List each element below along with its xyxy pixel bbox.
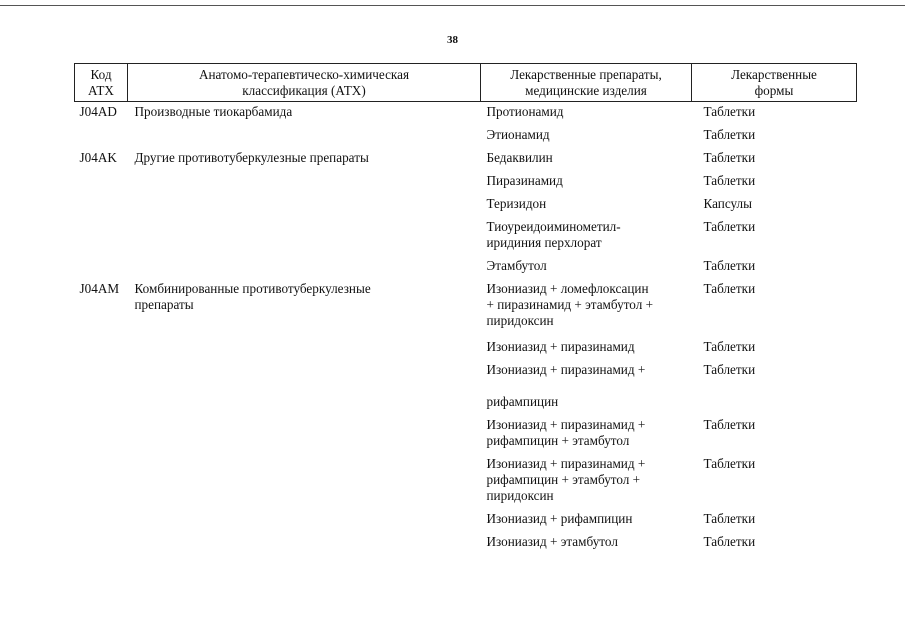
cell-drug [481, 256, 692, 279]
table-row [75, 171, 857, 194]
cell-drug-text: Бедаквилин [486, 150, 553, 165]
cell-form-text: Таблетки [703, 150, 756, 165]
cell-classification [128, 148, 481, 171]
cell-drug-text: Пиразинамид [486, 173, 563, 188]
table-row [75, 337, 857, 360]
cell-classification [128, 256, 481, 279]
cell-drug-text: Изониазид + этамбутол [486, 534, 618, 549]
cell-drug-text: Теризидон [486, 196, 547, 211]
table-row [75, 454, 857, 509]
header-code [75, 64, 128, 102]
cell-form [692, 194, 857, 217]
cell-classification [128, 532, 481, 555]
cell-code [75, 454, 128, 509]
cell-form-text: Таблетки [703, 173, 756, 188]
cell-form-text: Таблетки [703, 362, 756, 377]
cell-drug [481, 532, 692, 555]
cell-code [75, 509, 128, 532]
cell-form-text: Таблетки [703, 104, 756, 119]
cell-code [75, 148, 128, 171]
cell-form [692, 171, 857, 194]
cell-drug [481, 148, 692, 171]
cell-code [75, 125, 128, 148]
cell-code-text: J04AK [79, 150, 117, 165]
cell-code-text: J04AD [79, 104, 117, 119]
cell-classification [128, 217, 481, 256]
cell-form-text: Таблетки [703, 417, 756, 432]
cell-classification [128, 415, 481, 454]
cell-drug-text: Протионамид [486, 104, 564, 119]
cell-drug [481, 171, 692, 194]
cell-classification [128, 125, 481, 148]
header-code-text: Код АТХ [88, 66, 114, 98]
cell-classification [128, 360, 481, 415]
table-row [75, 279, 857, 337]
table-header [75, 64, 857, 102]
cell-code [75, 337, 128, 360]
header-drugs [481, 64, 692, 102]
cell-code [75, 279, 128, 337]
cell-code-text: J04AM [79, 281, 120, 296]
cell-drug-text: Изониазид + пиразинамид + рифампицин + этамбутол + пиридоксин [486, 456, 646, 503]
cell-code [75, 532, 128, 555]
table-row [75, 102, 857, 126]
table-body [75, 102, 857, 556]
cell-drug [481, 194, 692, 217]
cell-classification [128, 454, 481, 509]
cell-code [75, 102, 128, 126]
cell-form [692, 337, 857, 360]
header-drugs-text: Лекарственные препараты, медицинские изделия [510, 66, 662, 98]
cell-drug-text: Этионамид [486, 127, 550, 142]
cell-form-text: Капсулы [703, 196, 752, 211]
cell-form [692, 125, 857, 148]
cell-form-text: Таблетки [703, 281, 756, 296]
table-row [75, 256, 857, 279]
cell-code [75, 171, 128, 194]
cell-form [692, 256, 857, 279]
cell-drug [481, 217, 692, 256]
cell-form [692, 279, 857, 337]
cell-drug-text: Изониазид + пиразинамид + рифампицин + этамбутол [486, 417, 646, 448]
cell-classification [128, 171, 481, 194]
cell-classification [128, 337, 481, 360]
table-row [75, 125, 857, 148]
cell-form [692, 509, 857, 532]
cell-classification-text: Производные тиокарбамида [134, 104, 293, 119]
cell-drug [481, 360, 692, 415]
table-row [75, 360, 857, 415]
header-forms [692, 64, 857, 102]
cell-form-text: Таблетки [703, 219, 756, 234]
cell-drug-text: Изониазид + рифампицин [486, 511, 633, 526]
table-row [75, 148, 857, 171]
cell-classification-text: Комбинированные противотуберкулезные препараты [134, 281, 371, 312]
cell-form [692, 102, 857, 126]
cell-classification [128, 509, 481, 532]
cell-code [75, 217, 128, 256]
cell-classification [128, 102, 481, 126]
cell-code [75, 256, 128, 279]
cell-code [75, 360, 128, 415]
cell-drug-text: Изониазид + пиразинамид [486, 339, 635, 354]
cell-form-text: Таблетки [703, 534, 756, 549]
cell-drug-text: Тиоуреидоиминометил- иридиния перхлорат [486, 219, 621, 250]
cell-code [75, 194, 128, 217]
cell-form-text: Таблетки [703, 258, 756, 273]
cell-classification-text: Другие противотуберкулезные препараты [134, 150, 369, 165]
cell-drug-text: Изониазид + пиразинамид + рифампицин [486, 362, 646, 409]
cell-drug [481, 125, 692, 148]
page-number: 38 [447, 34, 458, 46]
cell-drug [481, 509, 692, 532]
cell-drug-text: Этамбутол [486, 258, 547, 273]
atc-drug-table [74, 63, 857, 555]
table-row [75, 532, 857, 555]
cell-form [692, 415, 857, 454]
cell-classification [128, 279, 481, 337]
cell-form-text: Таблетки [703, 339, 756, 354]
table-row [75, 415, 857, 454]
header-forms-text: Лекарственные формы [731, 66, 817, 98]
table-row [75, 509, 857, 532]
cell-form-text: Таблетки [703, 127, 756, 142]
cell-drug [481, 337, 692, 360]
cell-form-text: Таблетки [703, 511, 756, 526]
cell-form-text: Таблетки [703, 456, 756, 471]
top-divider [0, 5, 905, 6]
cell-drug [481, 415, 692, 454]
cell-classification [128, 194, 481, 217]
header-classification-text: Анатомо-терапевтическо-химическая классификация (АТХ) [198, 66, 410, 98]
cell-drug [481, 102, 692, 126]
cell-drug [481, 454, 692, 509]
table-row [75, 217, 857, 256]
table-row [75, 194, 857, 217]
cell-form [692, 217, 857, 256]
cell-form [692, 360, 857, 415]
cell-form [692, 532, 857, 555]
cell-drug-text: Изониазид + ломефлоксацин + пиразинамид + этамбутол + пиридоксин [486, 281, 654, 328]
cell-code [75, 415, 128, 454]
header-classification [128, 64, 481, 102]
cell-drug [481, 279, 692, 337]
table-header-row [75, 64, 857, 102]
cell-form [692, 148, 857, 171]
cell-form [692, 454, 857, 509]
